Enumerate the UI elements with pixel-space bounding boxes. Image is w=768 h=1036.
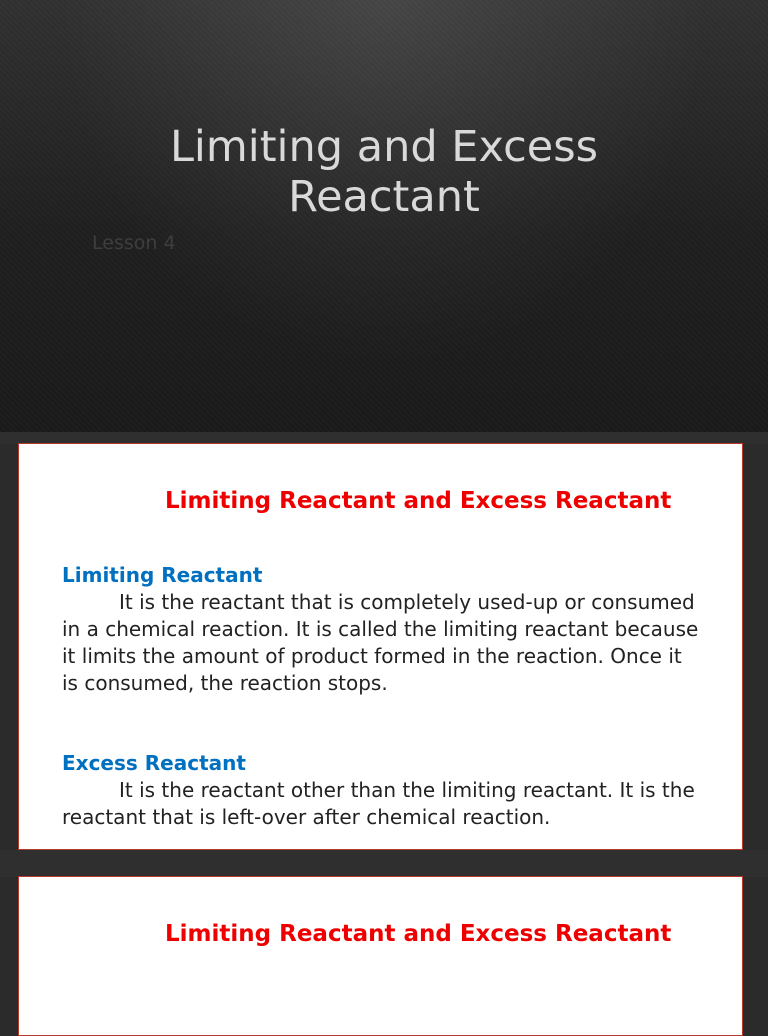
content-slide-definitions: [18, 443, 743, 850]
excess-reactant-definition: It is the reactant other than the limiting reactant. It is the reactant that is left-over after chemical reaction.: [62, 778, 695, 829]
limiting-reactant-definition: It is the reactant that is completely used-up or consumed in a chemical reaction. It is called the limiting reactant because it limits the amount of product formed in the reaction. Once it is consumed, the reaction stops.: [62, 590, 699, 695]
limiting-reactant-term: Limiting Reactant: [62, 563, 263, 587]
content-slide-next: [18, 876, 743, 1036]
slide-heading: Limiting Reactant and Excess Reactant: [165, 488, 672, 514]
slide-heading: Limiting Reactant and Excess Reactant: [165, 921, 672, 947]
slide-gap: [0, 850, 768, 877]
slide-subtitle: Lesson 4: [92, 232, 176, 254]
slide-title: Limiting and Excess Reactant: [169, 122, 599, 222]
title-slide: [0, 0, 768, 432]
excess-reactant-term: Excess Reactant: [62, 751, 246, 775]
